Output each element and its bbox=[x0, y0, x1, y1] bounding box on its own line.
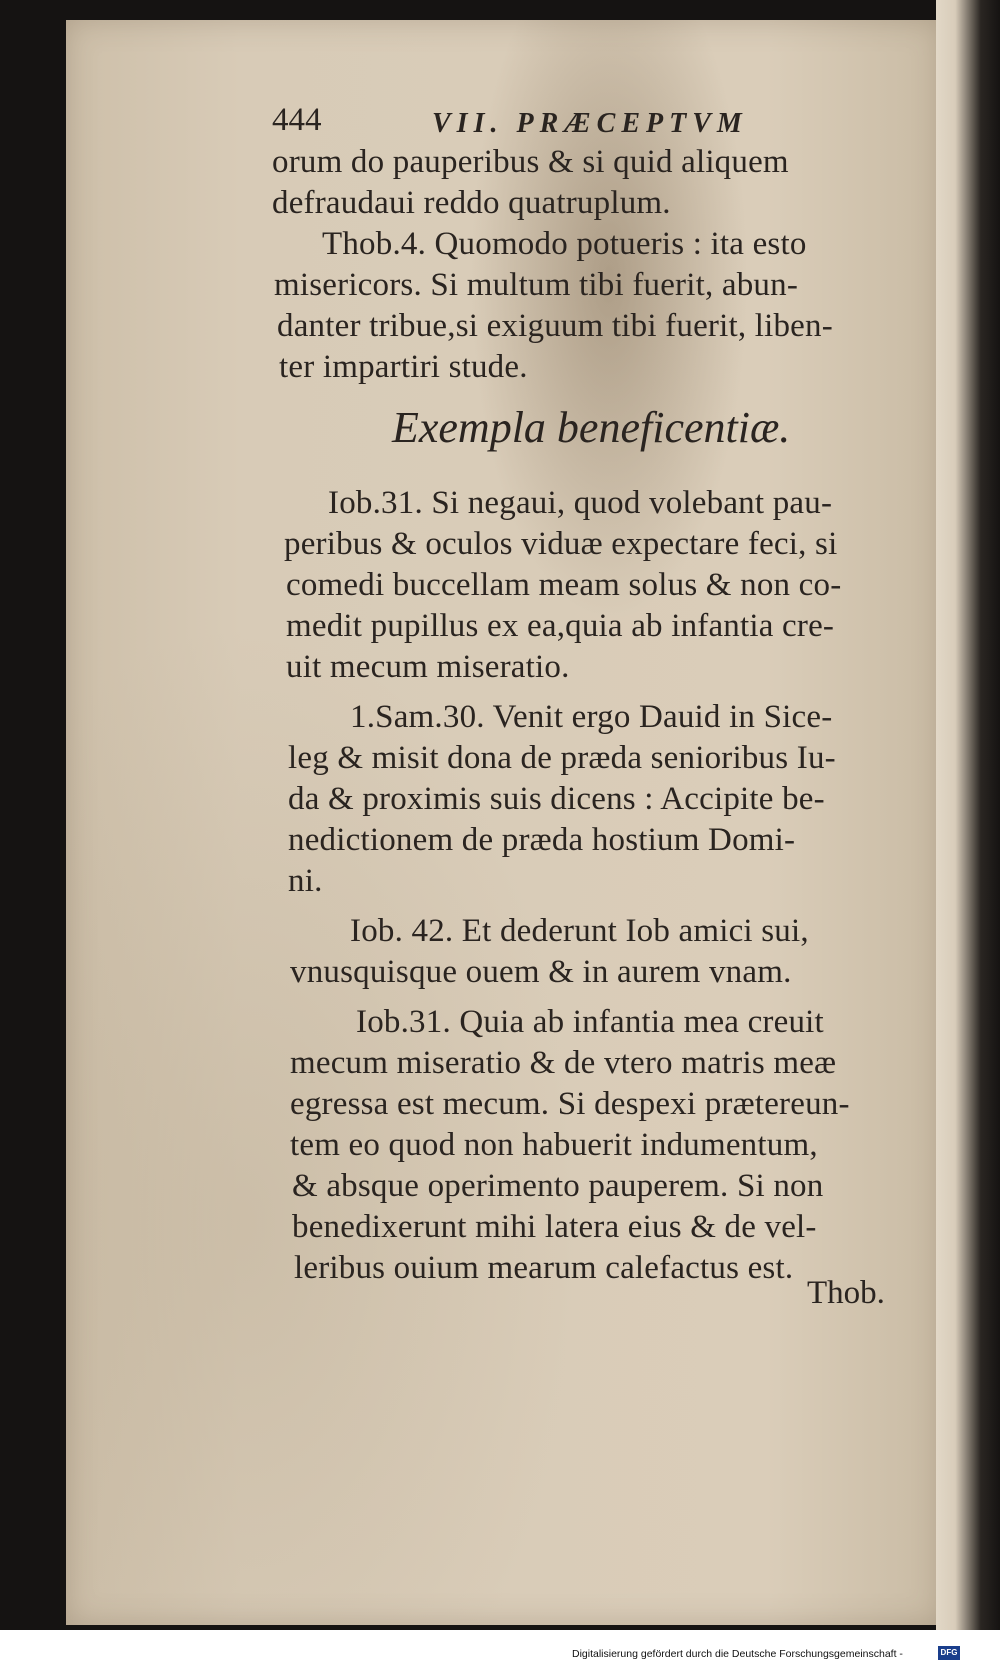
running-title: VII. PRÆCEPTVM bbox=[432, 108, 748, 139]
text-line: orum do pauperibus & si quid aliquem bbox=[272, 144, 789, 180]
text-line: vnusquisque ouem & in aurem vnam. bbox=[290, 954, 792, 990]
text-line: leg & misit dona de præda senioribus Iu- bbox=[288, 740, 836, 776]
text-line: Iob.31. Si negaui, quod volebant pau- bbox=[328, 485, 833, 521]
text-line: 1.Sam.30. Venit ergo Dauid in Sice- bbox=[350, 699, 833, 735]
text-line: uit mecum miseratio. bbox=[286, 649, 570, 685]
text-line: Iob.31. Quia ab infantia mea creuit bbox=[356, 1004, 824, 1040]
catchword: Thob. bbox=[807, 1275, 885, 1311]
text-line: Thob.4. Quomodo potueris : ita esto bbox=[322, 226, 807, 262]
text-line: benedixerunt mihi latera eius & de vel- bbox=[292, 1209, 817, 1245]
text-line: & absque operimento pauperem. Si non bbox=[292, 1168, 824, 1204]
text-line: medit pupillus ex ea,quia ab infantia cre- bbox=[286, 608, 835, 644]
text-line: nedictionem de præda hostium Domi- bbox=[288, 822, 796, 858]
text-line: ni. bbox=[288, 863, 323, 899]
page-edge bbox=[936, 0, 1000, 1630]
text-line: peribus & oculos viduæ expectare feci, si bbox=[284, 526, 838, 562]
funding-credit: Digitalisierung gefördert durch die Deutsche Forschungsgemeinschaft - bbox=[572, 1648, 903, 1660]
text-line: ter impartiri stude. bbox=[279, 349, 528, 385]
text-line: da & proximis suis dicens : Accipite be- bbox=[288, 781, 825, 817]
text-line: mecum miseratio & de vtero matris meæ bbox=[290, 1045, 837, 1081]
dfg-logo: DFG bbox=[938, 1646, 960, 1660]
text-line: Iob. 42. Et dederunt Iob amici sui, bbox=[350, 913, 809, 949]
text-line: comedi buccellam meam solus & non co- bbox=[286, 567, 842, 603]
text-line: misericors. Si multum tibi fuerit, abun- bbox=[274, 267, 799, 303]
text-line: egressa est mecum. Si despexi prætereun- bbox=[290, 1086, 850, 1122]
section-heading: Exempla beneficentiæ. bbox=[392, 403, 791, 452]
page-number: 444 bbox=[272, 102, 322, 138]
text-line: danter tribue,si exiguum tibi fuerit, liben- bbox=[277, 308, 833, 344]
text-line: defraudaui reddo quatruplum. bbox=[272, 185, 671, 221]
text-line: tem eo quod non habuerit indumentum, bbox=[290, 1127, 818, 1163]
text-line: leribus ouium mearum calefactus est. bbox=[294, 1250, 794, 1286]
